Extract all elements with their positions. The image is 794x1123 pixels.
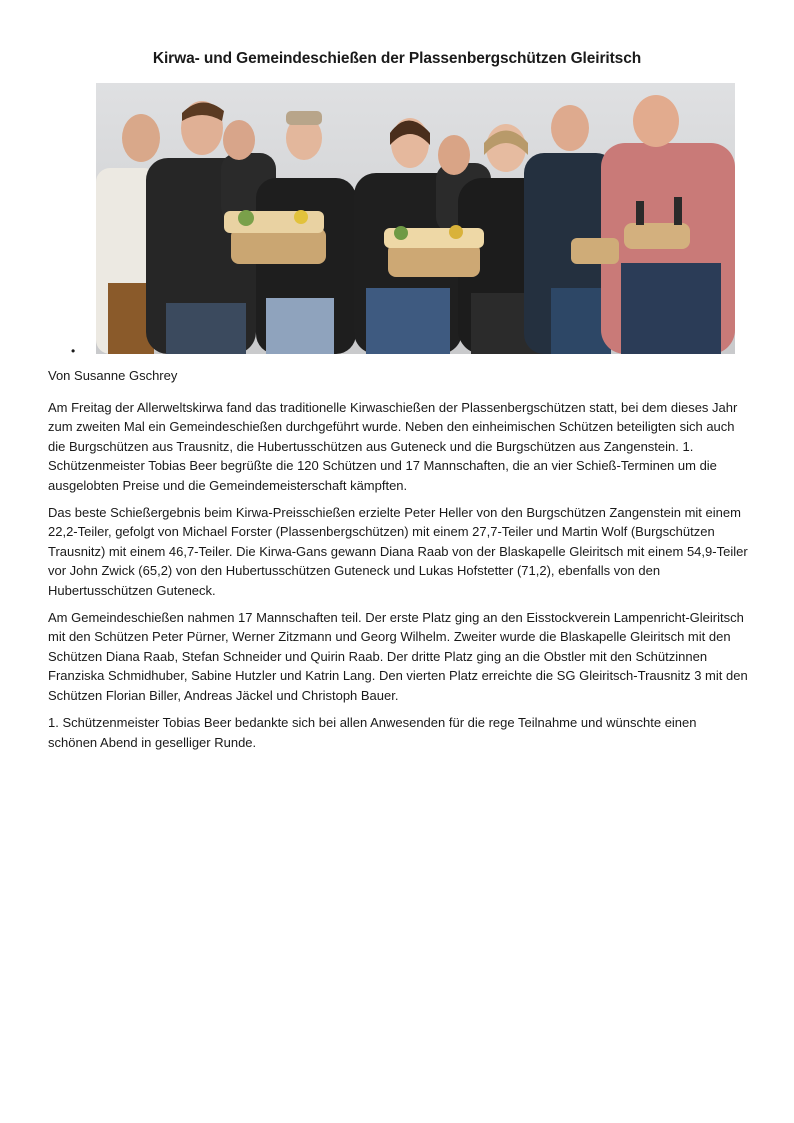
article-paragraph: Das beste Schießergebnis beim Kirwa-Preisschießen erzielte Peter Heller von den Burgschützen Zangenstein mit einem 22,2-Teiler, gefolgt von Michael Forster (Plassenbergschützen) mit einem 27,7-Teiler und Martin Wolf (Burgschützen Trausnitz) mit einem 46,7-Teiler. Die Kirwa-Gans gewann Diana Raab von der Blaskapelle Gleiritsch mit einem 54,9-Teiler vor John Zwick (65,2) von den Hubertusschützen Guteneck und Lukas Hofstetter (71,2), ebenfalls von den Hubertusschützen Guteneck. [48,505,748,598]
photo-list-item [66,83,746,358]
list-bullet: • [71,344,76,358]
gift-basket [384,225,484,277]
article-paragraph: Am Gemeindeschießen nahmen 17 Mannschaften teil. Der erste Platz ging an den Eisstockverein Lampenricht-Gleiritsch mit den Schützen Peter Pürner, Werner Zitzmann und Georg Wilhelm. Zweiter wurde die Blaskapelle Gleiritsch mit den Schützen Diana Raab, Stefan Schneider und Quirin Raab. Der dritte Platz ging an die Obstler mit den Schützinnen Franziska Schmidhuber, Sabine Hutzler und Katrin Lang. Den vierten Platz erreichte die SG Gleiritsch-Trausnitz 3 mit den Schützen Florian Biller, Andreas Jäckel und Christoph Bauer. [48,610,748,703]
article-paragraph: 1. Schützenmeister Tobias Beer bedankte sich bei allen Anwesenden für die rege Teilnahme und wünschte einen schönen Abend in geselliger Runde. [48,715,697,750]
article-body [48,398,748,760]
group-photo [96,83,735,354]
article-byline: Von Susanne Gschrey [48,368,178,383]
article-paragraph: Am Freitag der Allerweltskirwa fand das traditionelle Kirwaschießen der Plassenbergschützen statt, bei dem dieses Jahr zum zweiten Mal ein Gemeindeschießen durchgeführt wurde. Neben den einheimischen Schützen beteiligten sich auch die Burgschützen aus Trausnitz, die Hubertusschützen aus Guteneck und die Burgschützen aus Zangenstein. 1. Schützenmeister Tobias Beer begrüßte die 120 Schützen und 17 Mannschaften, die an vier Schieß-Terminen um die ausgelobten Preise und die Gemeindemeisterschaft kämpften. [48,400,738,493]
article-title: Kirwa- und Gemeindeschießen der Plassenbergschützen Gleiritsch [152,50,642,67]
gift-basket [224,210,326,264]
